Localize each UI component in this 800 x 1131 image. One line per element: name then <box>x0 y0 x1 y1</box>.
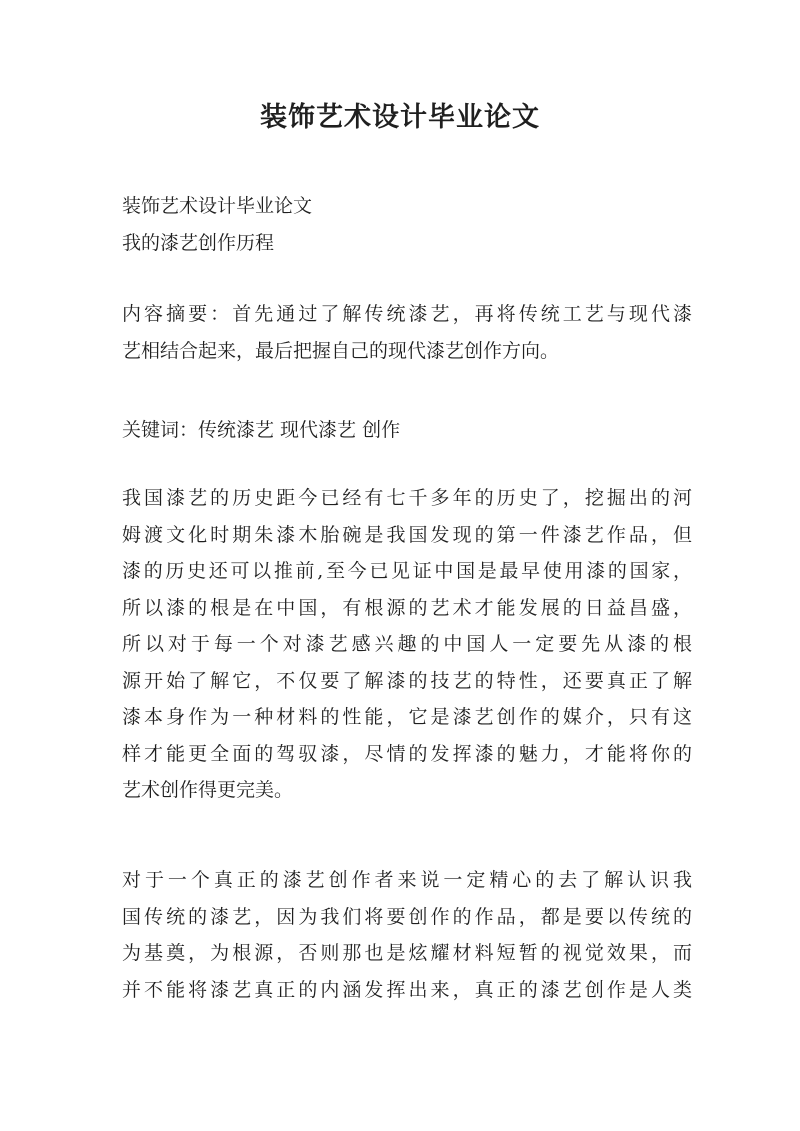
subtitle-line: 我的漆艺创作历程 <box>122 231 275 254</box>
paragraph-line: 源开始了解它，不仅要了解漆的技艺的特性，还要真正了解 <box>122 669 692 692</box>
paragraph-line: 对于一个真正的漆艺创作者来说一定精心的去了解认识我 <box>122 869 692 891</box>
keywords-line: 关键词：传统漆艺 现代漆艺 创作 <box>122 419 401 441</box>
abstract-block <box>122 296 692 369</box>
paragraph-line: 并不能将漆艺真正的内涵发挥出来，真正的漆艺创作是人类 <box>122 978 692 1001</box>
paragraph-line: 为基奠，为根源，否则那也是炫耀材料短暂的视觉效果，而 <box>122 942 692 964</box>
subtitle-line: 装饰艺术设计毕业论文 <box>122 195 313 217</box>
document-title: 装饰艺术设计毕业论文 <box>260 102 540 133</box>
paragraph-2 <box>122 862 692 1008</box>
paragraph-line: 所以对于每一个对漆艺感兴趣的中国人一定要先从漆的根 <box>122 633 692 655</box>
keywords-block <box>122 412 692 449</box>
paragraph-line: 漆本身作为一种材料的性能，它是漆艺创作的媒介，只有这 <box>122 706 692 728</box>
paragraph-line: 姆渡文化时期朱漆木胎碗是我国发现的第一件漆艺作品，但 <box>122 523 692 546</box>
abstract-line: 内容摘要：首先通过了解传统漆艺，再将传统工艺与现代漆 <box>122 303 692 325</box>
abstract-line: 艺相结合起来，最后把握自己的现代漆艺创作方向。 <box>122 339 560 362</box>
subtitle-block <box>122 188 692 261</box>
paragraph-line: 所以漆的根是在中国，有根源的艺术才能发展的日益昌盛， <box>122 596 692 619</box>
paragraph-line: 我国漆艺的历史距今已经有七千多年的历史了，挖掘出的河 <box>122 487 692 509</box>
paragraph-line: 漆的历史还可以推前,至今已见证中国是最早使用漆的国家， <box>122 560 692 582</box>
paragraph-line: 艺术创作得更完美。 <box>122 779 294 801</box>
paragraph-line: 国传统的漆艺，因为我们将要创作的作品，都是要以传统的 <box>122 905 692 928</box>
paragraph-1 <box>122 480 692 809</box>
paragraph-line: 样才能更全面的驾驭漆，尽情的发挥漆的魅力，才能将你的 <box>122 742 692 765</box>
